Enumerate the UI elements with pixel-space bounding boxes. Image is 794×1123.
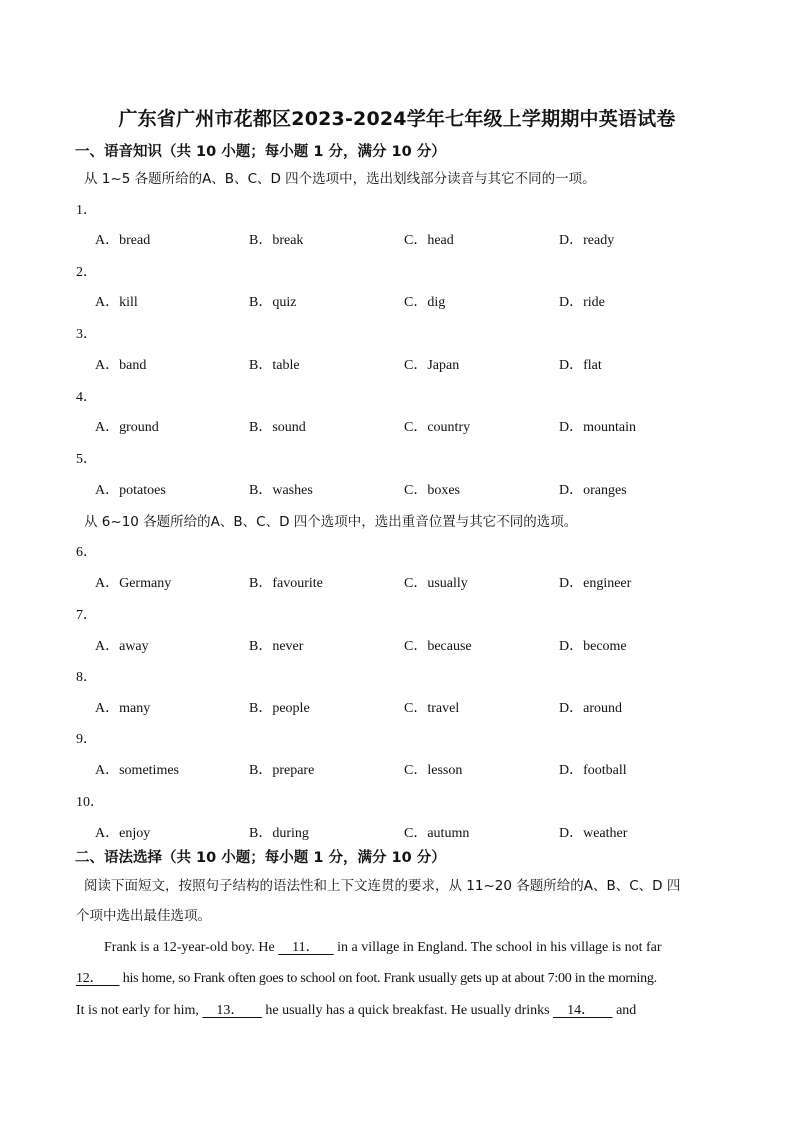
option-a: A．enjoy xyxy=(95,826,151,841)
section-2-instruction-line-2: 个项中选出最佳选项。 xyxy=(76,908,211,924)
question-number: 8． xyxy=(76,670,97,685)
option-b: B．people xyxy=(249,701,310,716)
option-a: A．bread xyxy=(95,233,151,248)
option-d: D．oranges xyxy=(559,483,627,498)
option-c: C．country xyxy=(404,420,471,435)
blank-13: 13． xyxy=(202,1003,262,1018)
passage-text: in a village in England. The school in his village is not far xyxy=(333,940,662,955)
option-a: A．ground xyxy=(95,420,159,435)
option-c: C．usually xyxy=(404,576,468,591)
question-number: 5． xyxy=(76,452,97,467)
question-number: 3． xyxy=(76,327,97,342)
passage-line-1 xyxy=(104,936,724,956)
option-a: A．Germany xyxy=(95,576,172,591)
option-d: D．ready xyxy=(559,233,615,248)
option-d: D．ride xyxy=(559,295,605,310)
option-a: A．sometimes xyxy=(95,763,179,778)
question-number: 4． xyxy=(76,390,97,405)
option-c: C．head xyxy=(404,233,454,248)
option-b: B．sound xyxy=(249,420,306,435)
option-a: A．kill xyxy=(95,295,138,310)
option-c: C．because xyxy=(404,639,472,654)
option-c: C．Japan xyxy=(404,358,460,373)
blank-14: 14． xyxy=(553,1003,613,1018)
option-a: A．away xyxy=(95,639,149,654)
section-2-heading: 二、语法选择（共 10 小题；每小题 1 分，满分 10 分） xyxy=(75,850,446,866)
passage-line-3 xyxy=(76,999,726,1019)
option-b: B．favourite xyxy=(249,576,323,591)
passage-text: he usually has a quick breakfast. He usually drinks xyxy=(261,1003,554,1018)
option-d: D．flat xyxy=(559,358,602,373)
option-d: D．weather xyxy=(559,826,628,841)
option-b: B．during xyxy=(249,826,309,841)
section-1-instruction-1: 从 1~5 各题所给的A、B、C、D 四个选项中，选出划线部分读音与其它不同的一项。 xyxy=(84,171,596,187)
option-d: D．mountain xyxy=(559,420,636,435)
option-a: A．potatoes xyxy=(95,483,166,498)
section-1-heading: 一、语音知识（共 10 小题；每小题 1 分，满分 10 分） xyxy=(75,144,446,160)
passage-text: and xyxy=(612,1003,637,1018)
question-number: 7． xyxy=(76,608,97,623)
option-c: C．dig xyxy=(404,295,446,310)
passage-text: Frank is a 12-year-old boy. He xyxy=(104,940,279,955)
option-b: B．table xyxy=(249,358,300,373)
section-1-instruction-2: 从 6~10 各题所给的A、B、C、D 四个选项中，选出重音位置与其它不同的选项。 xyxy=(84,514,578,530)
option-c: C．travel xyxy=(404,701,460,716)
option-b: B．washes xyxy=(249,483,313,498)
option-c: C．boxes xyxy=(404,483,460,498)
option-d: D．football xyxy=(559,763,627,778)
section-2-instruction-line-1: 阅读下面短文，按照句子结构的语法性和上下文连贯的要求，从 11~20 各题所给的A、B、C、D 四 xyxy=(84,878,681,894)
question-number: 10． xyxy=(76,795,104,810)
question-number: 9． xyxy=(76,732,97,747)
option-c: C．autumn xyxy=(404,826,470,841)
option-b: B．never xyxy=(249,639,304,654)
blank-11: 11． xyxy=(278,940,334,955)
option-b: B．break xyxy=(249,233,304,248)
option-b: B．quiz xyxy=(249,295,297,310)
option-a: A．band xyxy=(95,358,147,373)
passage-text: It is not early for him, xyxy=(76,1003,203,1018)
option-b: B．prepare xyxy=(249,763,315,778)
passage-text: his home, so Frank often goes to school on foot. Frank usually gets up at about 7:00 in the morning. xyxy=(119,971,657,986)
option-d: D．engineer xyxy=(559,576,632,591)
question-number: 6． xyxy=(76,545,97,560)
option-d: D．become xyxy=(559,639,627,654)
exam-title: 广东省广州市花都区2023-2024学年七年级上学期期中英语试卷 xyxy=(118,108,676,130)
passage-line-2 xyxy=(76,967,726,987)
option-c: C．lesson xyxy=(404,763,463,778)
question-number: 1． xyxy=(76,203,97,218)
option-d: D．around xyxy=(559,701,622,716)
question-number: 2． xyxy=(76,265,97,280)
blank-12: 12． xyxy=(76,971,120,986)
option-a: A．many xyxy=(95,701,151,716)
